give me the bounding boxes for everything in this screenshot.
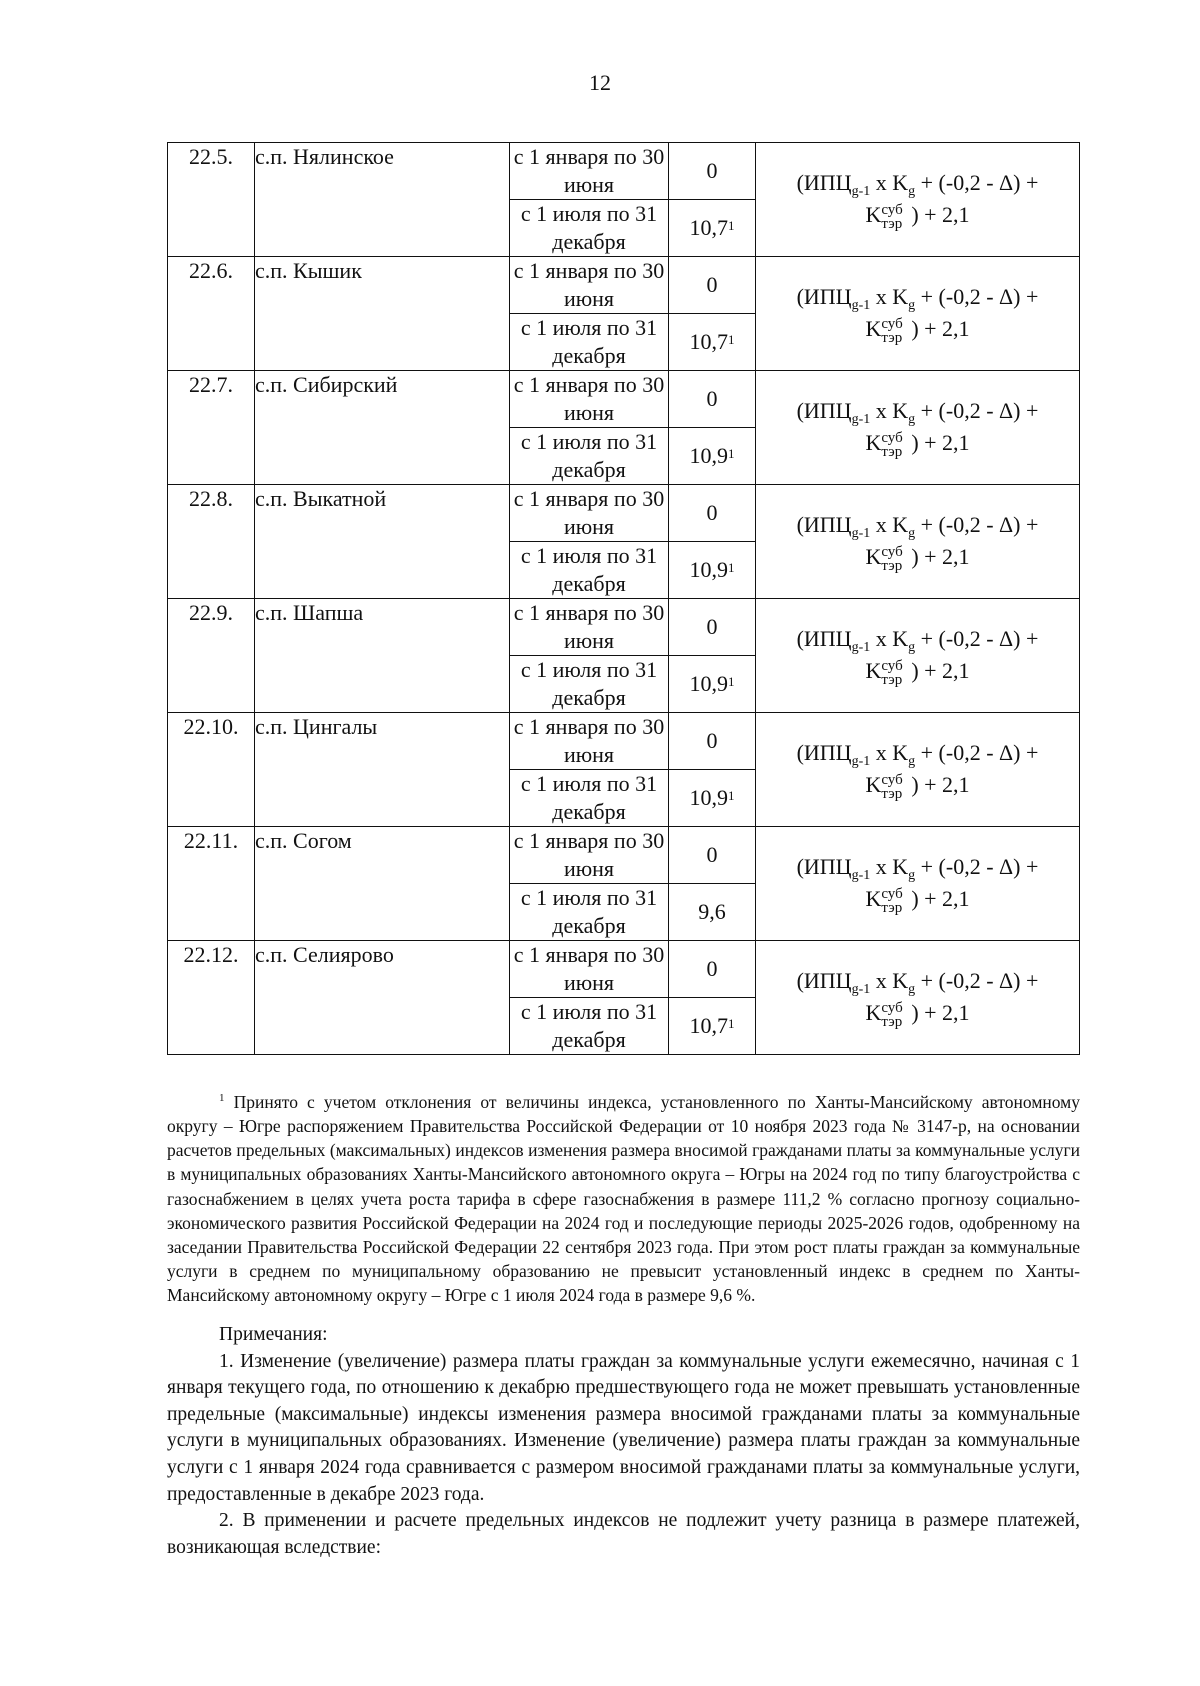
index-value: 10,7 <box>689 1013 728 1038</box>
settlement-name: с.п. Выкатной <box>255 485 510 599</box>
formula-line-1 <box>756 967 1079 999</box>
formula-part: (ИПЦ <box>796 853 852 879</box>
formula-line-1 <box>756 397 1079 429</box>
index-value-second <box>669 314 756 371</box>
formula-k-sup: суб <box>881 1000 903 1017</box>
footnote-ref: 1 <box>728 560 735 575</box>
formula-cell <box>756 143 1080 257</box>
formula-k-indices <box>881 886 911 917</box>
formula-part: + (-0,2 - Δ) + <box>915 283 1039 309</box>
formula-k: K <box>865 543 882 569</box>
formula-part: + (-0,2 - Δ) + <box>915 397 1039 423</box>
period-first: с 1 января по 30 июня <box>510 599 669 656</box>
formula-k-sup: суб <box>881 886 903 903</box>
footnote-ref: 1 <box>728 1016 735 1031</box>
period-second: с 1 июля по 31 декабря <box>510 200 669 257</box>
index-value: 10,9 <box>689 671 728 696</box>
formula-tail: ) + 2,1 <box>911 315 970 341</box>
formula-part: x K <box>870 511 909 537</box>
formula-sub: g <box>908 183 916 199</box>
period-second: с 1 июля по 31 декабря <box>510 314 669 371</box>
index-value: 9,6 <box>698 899 726 924</box>
formula-k-sub: тэр <box>881 216 903 233</box>
formula-part: (ИПЦ <box>796 967 852 993</box>
formula-sub: g <box>908 525 916 541</box>
index-value-second <box>669 884 756 941</box>
index-value-second <box>669 656 756 713</box>
index-value-first: 0 <box>669 599 756 656</box>
formula-part: x K <box>870 853 909 879</box>
formula-k-sub: тэр <box>881 900 903 917</box>
formula-sub: g-1 <box>851 411 871 427</box>
formula-line-1 <box>756 283 1079 315</box>
formula-part: + (-0,2 - Δ) + <box>915 511 1039 537</box>
formula-part: + (-0,2 - Δ) + <box>915 169 1039 195</box>
period-first: с 1 января по 30 июня <box>510 827 669 884</box>
index-value-first: 0 <box>669 827 756 884</box>
formula-cell <box>756 371 1080 485</box>
index-value-second <box>669 200 756 257</box>
table-row <box>168 941 1080 998</box>
row-number: 22.5. <box>168 143 255 257</box>
formula-k-sub: тэр <box>881 1014 903 1031</box>
formula-part: (ИПЦ <box>796 169 852 195</box>
formula-tail: ) + 2,1 <box>911 771 970 797</box>
formula-part: x K <box>870 283 909 309</box>
formula-k: K <box>865 999 882 1025</box>
formula-part: (ИПЦ <box>796 739 852 765</box>
formula-k-indices <box>881 316 911 347</box>
period-first: с 1 января по 30 июня <box>510 143 669 200</box>
formula-cell <box>756 485 1080 599</box>
formula-cell <box>756 599 1080 713</box>
formula-tail: ) + 2,1 <box>911 885 970 911</box>
index-value: 10,7 <box>689 215 728 240</box>
table-row <box>168 257 1080 314</box>
note-item-1: 1. Изменение (увеличение) размера платы граждан за коммунальные услуги ежемесячно, начиная с 1 января текущего года, по отношению к декабрю предшествующего года не может превышать установленные предельные (максимальные) индексы изменения размера вносимой гражданами платы за коммунальные услуги в муниципальных образованиях. Изменение (увеличение) размера платы граждан за коммунальные услуги с 1 января 2024 года сравнивается с размером вносимой гражданами платы за коммунальные услуги, предоставленные в декабре 2023 года. <box>167 1350 1080 1505</box>
index-value-first: 0 <box>669 713 756 770</box>
formula-cell <box>756 941 1080 1055</box>
formula-tail: ) + 2,1 <box>911 543 970 569</box>
settlement-name: с.п. Шапша <box>255 599 510 713</box>
settlement-name: с.п. Селиярово <box>255 941 510 1055</box>
table-row <box>168 713 1080 770</box>
index-value-second <box>669 428 756 485</box>
period-second: с 1 июля по 31 декабря <box>510 542 669 599</box>
formula-line-2 <box>756 315 1079 345</box>
formula-sub: g <box>908 867 916 883</box>
index-value-first: 0 <box>669 485 756 542</box>
footnote-ref: 1 <box>728 446 735 461</box>
index-value-second <box>669 770 756 827</box>
formula-sub: g <box>908 639 916 655</box>
footnote-text: Принято с учетом отклонения от величины индекса, установленного по Ханты-Мансийскому автономному округу – Югре распоряжением Правительства Российской Федерации от 10 ноября 2023 года № 3147-р, на основании расчетов предельных (максимальных) индексов изменения размера вносимой гражданами платы за коммунальные услуги в муниципальных образованиях Ханты-Мансийского автономного округа – Югры на 2024 год по типу благоустройства с газоснабжением в целях учета роста тарифа в сфере газоснабжения в размере 111,2 % согласно прогнозу социально-экономического развития Российской Федерации на 2024 год и последующие периоды 2025-2026 годов, одобренному на заседании Правительства Российской Федерации 22 сентября 2023 года. При этом рост платы граждан за коммунальные услуги в среднем по муниципальному образованию не превысит установленный индекс в среднем по Ханты-Мансийскому автономному округу – Югре с 1 июля 2024 года в размере 9,6 %. <box>167 1091 1081 1306</box>
formula-part: (ИПЦ <box>796 283 852 309</box>
footnote-ref: 1 <box>728 218 735 233</box>
formula-part: x K <box>870 169 909 195</box>
formula-part: + (-0,2 - Δ) + <box>915 853 1039 879</box>
formula-k-indices <box>881 658 911 689</box>
footnote-ref: 1 <box>728 332 735 347</box>
note-item-2: 2. В применении и расчете предельных индексов не подлежит учету разница в размере платежей, возникающая вследствие: <box>167 1510 1080 1558</box>
footnote-ref: 1 <box>728 788 735 803</box>
formula-line-1 <box>756 625 1079 657</box>
formula-sub: g <box>908 753 916 769</box>
formula-k: K <box>865 657 882 683</box>
formula-k-sub: тэр <box>881 330 903 347</box>
formula-sub: g <box>908 981 916 997</box>
formula-tail: ) + 2,1 <box>911 429 970 455</box>
period-second: с 1 июля по 31 декабря <box>510 884 669 941</box>
formula-sub: g-1 <box>851 525 871 541</box>
formula-k: K <box>865 315 882 341</box>
formula-k-indices <box>881 202 911 233</box>
period-second: с 1 июля по 31 декабря <box>510 656 669 713</box>
formula-k: K <box>865 885 882 911</box>
formula-tail: ) + 2,1 <box>911 201 970 227</box>
formula-part: + (-0,2 - Δ) + <box>915 967 1039 993</box>
formula-line-2 <box>756 543 1079 573</box>
period-first: с 1 января по 30 июня <box>510 941 669 998</box>
index-value-first: 0 <box>669 941 756 998</box>
row-number: 22.11. <box>168 827 255 941</box>
formula-line-2 <box>756 885 1079 915</box>
settlement-name: с.п. Нялинское <box>255 143 510 257</box>
index-value-second <box>669 998 756 1055</box>
formula-k-sup: суб <box>881 430 903 447</box>
table-row <box>168 599 1080 656</box>
formula-k-sup: суб <box>881 658 903 675</box>
row-number: 22.6. <box>168 257 255 371</box>
formula-cell <box>756 257 1080 371</box>
index-value: 10,9 <box>689 557 728 582</box>
formula-sub: g-1 <box>851 867 871 883</box>
formula-line-1 <box>756 169 1079 201</box>
index-value-first: 0 <box>669 257 756 314</box>
formula-line-1 <box>756 511 1079 543</box>
page-number: 12 <box>589 70 611 95</box>
formula-k-sup: суб <box>881 544 903 561</box>
formula-sub: g-1 <box>851 183 871 199</box>
footnote-marker: 1 <box>219 1092 225 1104</box>
table-row <box>168 485 1080 542</box>
formula-sub: g <box>908 297 916 313</box>
index-value: 10,9 <box>689 785 728 810</box>
row-number: 22.7. <box>168 371 255 485</box>
period-first: с 1 января по 30 июня <box>510 371 669 428</box>
formula-part: + (-0,2 - Δ) + <box>915 625 1039 651</box>
formula-k: K <box>865 771 882 797</box>
formula-part: (ИПЦ <box>796 397 852 423</box>
index-table <box>167 142 1080 1055</box>
formula-k-indices <box>881 430 911 461</box>
table-row <box>168 143 1080 200</box>
row-number: 22.9. <box>168 599 255 713</box>
row-number: 22.10. <box>168 713 255 827</box>
formula-line-2 <box>756 429 1079 459</box>
formula-k: K <box>865 201 882 227</box>
formula-line-1 <box>756 853 1079 885</box>
formula-sub: g-1 <box>851 753 871 769</box>
formula-cell <box>756 827 1080 941</box>
table-row <box>168 827 1080 884</box>
formula-k-indices <box>881 772 911 803</box>
settlement-name: с.п. Кышик <box>255 257 510 371</box>
formula-sub: g <box>908 411 916 427</box>
formula-part: (ИПЦ <box>796 625 852 651</box>
index-value: 10,9 <box>689 443 728 468</box>
formula-k-sub: тэр <box>881 672 903 689</box>
period-second: с 1 июля по 31 декабря <box>510 428 669 485</box>
footnote <box>167 1086 1080 1308</box>
formula-line-2 <box>756 771 1079 801</box>
formula-part: (ИПЦ <box>796 511 852 537</box>
row-number: 22.8. <box>168 485 255 599</box>
formula-line-2 <box>756 999 1079 1029</box>
formula-tail: ) + 2,1 <box>911 999 970 1025</box>
formula-k-sub: тэр <box>881 786 903 803</box>
formula-k-indices <box>881 544 911 575</box>
formula-k-sup: суб <box>881 772 903 789</box>
formula-line-1 <box>756 739 1079 771</box>
formula-line-2 <box>756 657 1079 687</box>
index-value-second <box>669 542 756 599</box>
row-number: 22.12. <box>168 941 255 1055</box>
formula-part: + (-0,2 - Δ) + <box>915 739 1039 765</box>
period-first: с 1 января по 30 июня <box>510 713 669 770</box>
formula-tail: ) + 2,1 <box>911 657 970 683</box>
period-first: с 1 января по 30 июня <box>510 485 669 542</box>
index-value: 10,7 <box>689 329 728 354</box>
formula-part: x K <box>870 397 909 423</box>
formula-sub: g-1 <box>851 981 871 997</box>
index-value-first: 0 <box>669 371 756 428</box>
formula-part: x K <box>870 739 909 765</box>
settlement-name: с.п. Сибирский <box>255 371 510 485</box>
notes-heading: Примечания: <box>219 1324 328 1345</box>
settlement-name: с.п. Цингалы <box>255 713 510 827</box>
footnote-ref: 1 <box>728 674 735 689</box>
notes-section <box>167 1322 1080 1561</box>
formula-k-sub: тэр <box>881 558 903 575</box>
formula-k-sub: тэр <box>881 444 903 461</box>
table-row <box>168 371 1080 428</box>
period-second: с 1 июля по 31 декабря <box>510 770 669 827</box>
index-value-first: 0 <box>669 143 756 200</box>
formula-k-sup: суб <box>881 316 903 333</box>
formula-sub: g-1 <box>851 297 871 313</box>
formula-sub: g-1 <box>851 639 871 655</box>
formula-part: x K <box>870 625 909 651</box>
period-first: с 1 января по 30 июня <box>510 257 669 314</box>
formula-k: K <box>865 429 882 455</box>
formula-part: x K <box>870 967 909 993</box>
period-second: с 1 июля по 31 декабря <box>510 998 669 1055</box>
formula-k-indices <box>881 1000 911 1031</box>
formula-cell <box>756 713 1080 827</box>
formula-k-sup: суб <box>881 202 903 219</box>
settlement-name: с.п. Согом <box>255 827 510 941</box>
formula-line-2 <box>756 201 1079 231</box>
